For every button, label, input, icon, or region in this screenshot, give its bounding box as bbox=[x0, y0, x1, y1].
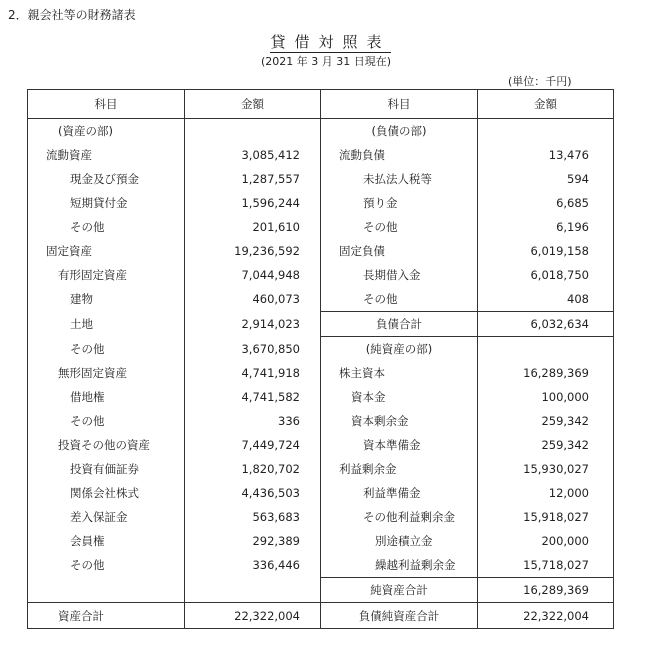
row-label: 流動負債 bbox=[321, 143, 478, 167]
row-value: 292,389 bbox=[185, 529, 321, 553]
balance-sheet-table bbox=[27, 89, 614, 629]
table-row bbox=[28, 529, 614, 553]
table-row bbox=[28, 191, 614, 215]
net-assets-section-label: (純資産の部) bbox=[321, 337, 478, 362]
row-label: 固定資産 bbox=[28, 239, 185, 263]
header-item-right: 科目 bbox=[321, 90, 478, 119]
row-value: 6,019,158 bbox=[478, 239, 614, 263]
row-value: 7,449,724 bbox=[185, 433, 321, 457]
section-heading: 2．親会社等の財務諸表 bbox=[8, 8, 136, 22]
row-value: 12,000 bbox=[478, 481, 614, 505]
header-amount-left: 金額 bbox=[185, 90, 321, 119]
totals-row bbox=[28, 603, 614, 629]
row-value: 1,820,702 bbox=[185, 457, 321, 481]
row-value: 2,914,023 bbox=[185, 312, 321, 337]
row-label: 流動資産 bbox=[28, 143, 185, 167]
table-row bbox=[28, 287, 614, 312]
row-label: 利益準備金 bbox=[321, 481, 478, 505]
row-value: 336,446 bbox=[185, 553, 321, 578]
row-value: 3,670,850 bbox=[185, 337, 321, 362]
row-value: 4,436,503 bbox=[185, 481, 321, 505]
row-value: 460,073 bbox=[185, 287, 321, 312]
header-item-left: 科目 bbox=[28, 90, 185, 119]
assets-total-label: 資産合計 bbox=[28, 603, 185, 629]
table-row bbox=[28, 215, 614, 239]
table-row bbox=[28, 312, 614, 337]
row-label: 現金及び預金 bbox=[28, 167, 185, 191]
liabilities-total-label: 負債合計 bbox=[321, 312, 478, 337]
table-row bbox=[28, 361, 614, 385]
row-label: 土地 bbox=[28, 312, 185, 337]
row-label: 繰越利益剰余金 bbox=[321, 553, 478, 578]
row-value: 563,683 bbox=[185, 505, 321, 529]
assets-total-value: 22,322,004 bbox=[185, 603, 321, 629]
row-label: その他 bbox=[321, 215, 478, 239]
table-row bbox=[28, 409, 614, 433]
table-row bbox=[28, 481, 614, 505]
row-label: その他 bbox=[28, 215, 185, 239]
row-value: 6,196 bbox=[478, 215, 614, 239]
table-row bbox=[28, 553, 614, 578]
row-label: 株主資本 bbox=[321, 361, 478, 385]
table-row bbox=[28, 457, 614, 481]
row-label: 有形固定資産 bbox=[28, 263, 185, 287]
table-row bbox=[28, 433, 614, 457]
row-label: 差入保証金 bbox=[28, 505, 185, 529]
row-value: 7,044,948 bbox=[185, 263, 321, 287]
table-row bbox=[28, 143, 614, 167]
row-value: 4,741,582 bbox=[185, 385, 321, 409]
row-value: 15,918,027 bbox=[478, 505, 614, 529]
grand-total-value: 22,322,004 bbox=[478, 603, 614, 629]
row-label: 別途積立金 bbox=[321, 529, 478, 553]
row-label: 建物 bbox=[28, 287, 185, 312]
row-label: 預り金 bbox=[321, 191, 478, 215]
table-row bbox=[28, 385, 614, 409]
as-of-date: (2021 年 3 月 31 日現在) bbox=[260, 55, 392, 68]
row-label: 資本金 bbox=[321, 385, 478, 409]
table-row bbox=[28, 505, 614, 529]
row-label: 利益剰余金 bbox=[321, 457, 478, 481]
row-value: 3,085,412 bbox=[185, 143, 321, 167]
unit-label: (単位：千円) bbox=[508, 75, 572, 88]
liabilities-section-label: (負債の部) bbox=[321, 119, 478, 144]
row-value: 4,741,918 bbox=[185, 361, 321, 385]
row-label: 短期貸付金 bbox=[28, 191, 185, 215]
liabilities-total-value: 6,032,634 bbox=[478, 312, 614, 337]
net-assets-total-value: 16,289,369 bbox=[478, 578, 614, 603]
row-label: 資本剰余金 bbox=[321, 409, 478, 433]
row-value: 201,610 bbox=[185, 215, 321, 239]
row-value: 1,596,244 bbox=[185, 191, 321, 215]
row-value: 336 bbox=[185, 409, 321, 433]
row-label: その他 bbox=[321, 287, 478, 312]
row-label: 資本準備金 bbox=[321, 433, 478, 457]
row-label: その他利益剰余金 bbox=[321, 505, 478, 529]
row-label: 会員権 bbox=[28, 529, 185, 553]
row-value: 259,342 bbox=[478, 433, 614, 457]
row-value: 408 bbox=[478, 287, 614, 312]
table-row bbox=[28, 263, 614, 287]
row-value: 15,930,027 bbox=[478, 457, 614, 481]
row-value: 13,476 bbox=[478, 143, 614, 167]
row-label: その他 bbox=[28, 553, 185, 578]
row-label: 投資その他の資産 bbox=[28, 433, 185, 457]
row-value: 15,718,027 bbox=[478, 553, 614, 578]
table-row bbox=[28, 239, 614, 263]
header-row bbox=[28, 90, 614, 119]
row-label: 関係会社株式 bbox=[28, 481, 185, 505]
table-row bbox=[28, 578, 614, 603]
row-value: 259,342 bbox=[478, 409, 614, 433]
net-assets-total-label: 純資産合計 bbox=[321, 578, 478, 603]
row-label: 投資有価証券 bbox=[28, 457, 185, 481]
table-row bbox=[28, 119, 614, 144]
row-label: 長期借入金 bbox=[321, 263, 478, 287]
row-label: 借地権 bbox=[28, 385, 185, 409]
row-label: その他 bbox=[28, 337, 185, 362]
row-label: 未払法人税等 bbox=[321, 167, 478, 191]
table-row bbox=[28, 337, 614, 362]
row-value: 594 bbox=[478, 167, 614, 191]
row-label: その他 bbox=[28, 409, 185, 433]
row-value: 19,236,592 bbox=[185, 239, 321, 263]
row-value: 6,018,750 bbox=[478, 263, 614, 287]
assets-section-label: (資産の部) bbox=[28, 119, 185, 144]
row-value: 16,289,369 bbox=[478, 361, 614, 385]
row-label: 無形固定資産 bbox=[28, 361, 185, 385]
header-amount-right: 金額 bbox=[478, 90, 614, 119]
row-value: 100,000 bbox=[478, 385, 614, 409]
table-row bbox=[28, 167, 614, 191]
document-title: 貸借対照表 bbox=[270, 33, 391, 51]
row-label: 固定負債 bbox=[321, 239, 478, 263]
row-value: 1,287,557 bbox=[185, 167, 321, 191]
grand-total-label: 負債純資産合計 bbox=[321, 603, 478, 629]
row-value: 200,000 bbox=[478, 529, 614, 553]
row-value: 6,685 bbox=[478, 191, 614, 215]
